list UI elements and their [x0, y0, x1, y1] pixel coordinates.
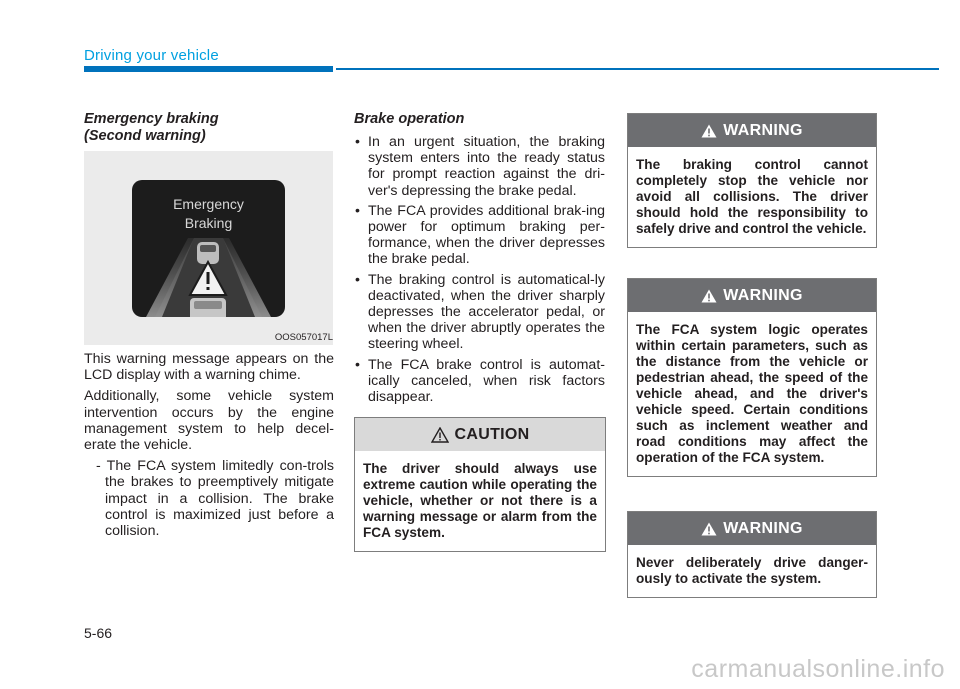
header-title: Driving your vehicle [84, 47, 219, 64]
fca-limited-brake-item: - The FCA system limitedly con-trols the brakes to preemptively mitigate impact in a collision. The brake control is maximized just before a collision. [96, 458, 334, 540]
lcd-line-1: Emergency [173, 196, 244, 212]
lane-graphic-icon [132, 180, 285, 317]
lcd-figure [84, 151, 333, 345]
lcd-display [132, 180, 285, 317]
warning-triangle-icon [701, 522, 717, 536]
warning-text: Never deliberately drive danger-ously to activate the system. [636, 555, 868, 586]
caution-triangle-icon [431, 427, 449, 443]
caution-text: The driver should always use extreme caution while operating the vehicle, whether or not there is a warning message or alarm from the FCA system. [363, 461, 597, 540]
warning-header [628, 279, 876, 312]
paragraph-1: This warning message appears on the LCD display with a warning chime. [84, 351, 334, 384]
warning-box-1 [627, 113, 877, 248]
figure-code: OOS057017L [274, 331, 333, 343]
warning-text: The braking control cannot completely stop the vehicle nor avoid all collisions. The driver should hold the responsibility to safely drive and control the vehicle. [636, 157, 868, 236]
warning-triangle-icon [701, 124, 717, 138]
warning-label: WARNING [723, 121, 803, 139]
warning-header [628, 114, 876, 147]
warning-label: WARNING [723, 286, 803, 304]
caution-header [355, 418, 605, 451]
brake-operation-list [354, 134, 605, 405]
paragraph-2: Additionally, some vehicle system intervention occurs by the engine management system to help decel-erate the vehicle. [84, 388, 334, 454]
list-item: • The braking control is automatical-ly deactivated, when the driver sharply depresses the accelerator pedal, or when the driver abruptly operates the steering wheel. [354, 272, 605, 353]
watermark: carmanualsonline.info [691, 655, 945, 683]
lcd-line-2: Braking [184, 215, 233, 231]
page-number: 5-66 [84, 625, 113, 641]
warning-box-2 [627, 278, 877, 477]
warning-triangle-icon [701, 289, 717, 303]
caution-box [354, 417, 606, 552]
warning-box-3 [627, 511, 877, 598]
caution-label: CAUTION [454, 425, 530, 443]
warning-text: The FCA system logic operates within certain parameters, such as the distance from the vehicle or pedestrian ahead, the speed of the vehicle ahead, and the driver's vehicle speed. Certain conditions such as inclement weather and road conditions may affect the operation of the FCA system. [636, 322, 868, 465]
list-item: • The FCA provides additional brak-ing power for optimum braking per-formance, when the driver depresses the brake pedal. [354, 203, 605, 268]
middle-column [354, 111, 605, 409]
header-rule-thick [84, 66, 333, 72]
warning-header [628, 512, 876, 545]
heading-line-1: Emergency braking [84, 111, 219, 127]
header-rule-thin [336, 68, 939, 70]
brake-operation-heading: Brake operation [354, 111, 465, 127]
list-item: • The FCA brake control is automat-ically canceled, when risk factors disappear. [354, 357, 605, 406]
list-item: • In an urgent situation, the braking system enters into the ready status for prompt reaction against the dri-ver's depressing the brake pedal. [354, 134, 605, 199]
warning-label: WARNING [723, 519, 803, 537]
emergency-braking-heading [84, 111, 334, 145]
left-column [84, 111, 334, 539]
heading-line-2: (Second warning) [84, 128, 206, 144]
